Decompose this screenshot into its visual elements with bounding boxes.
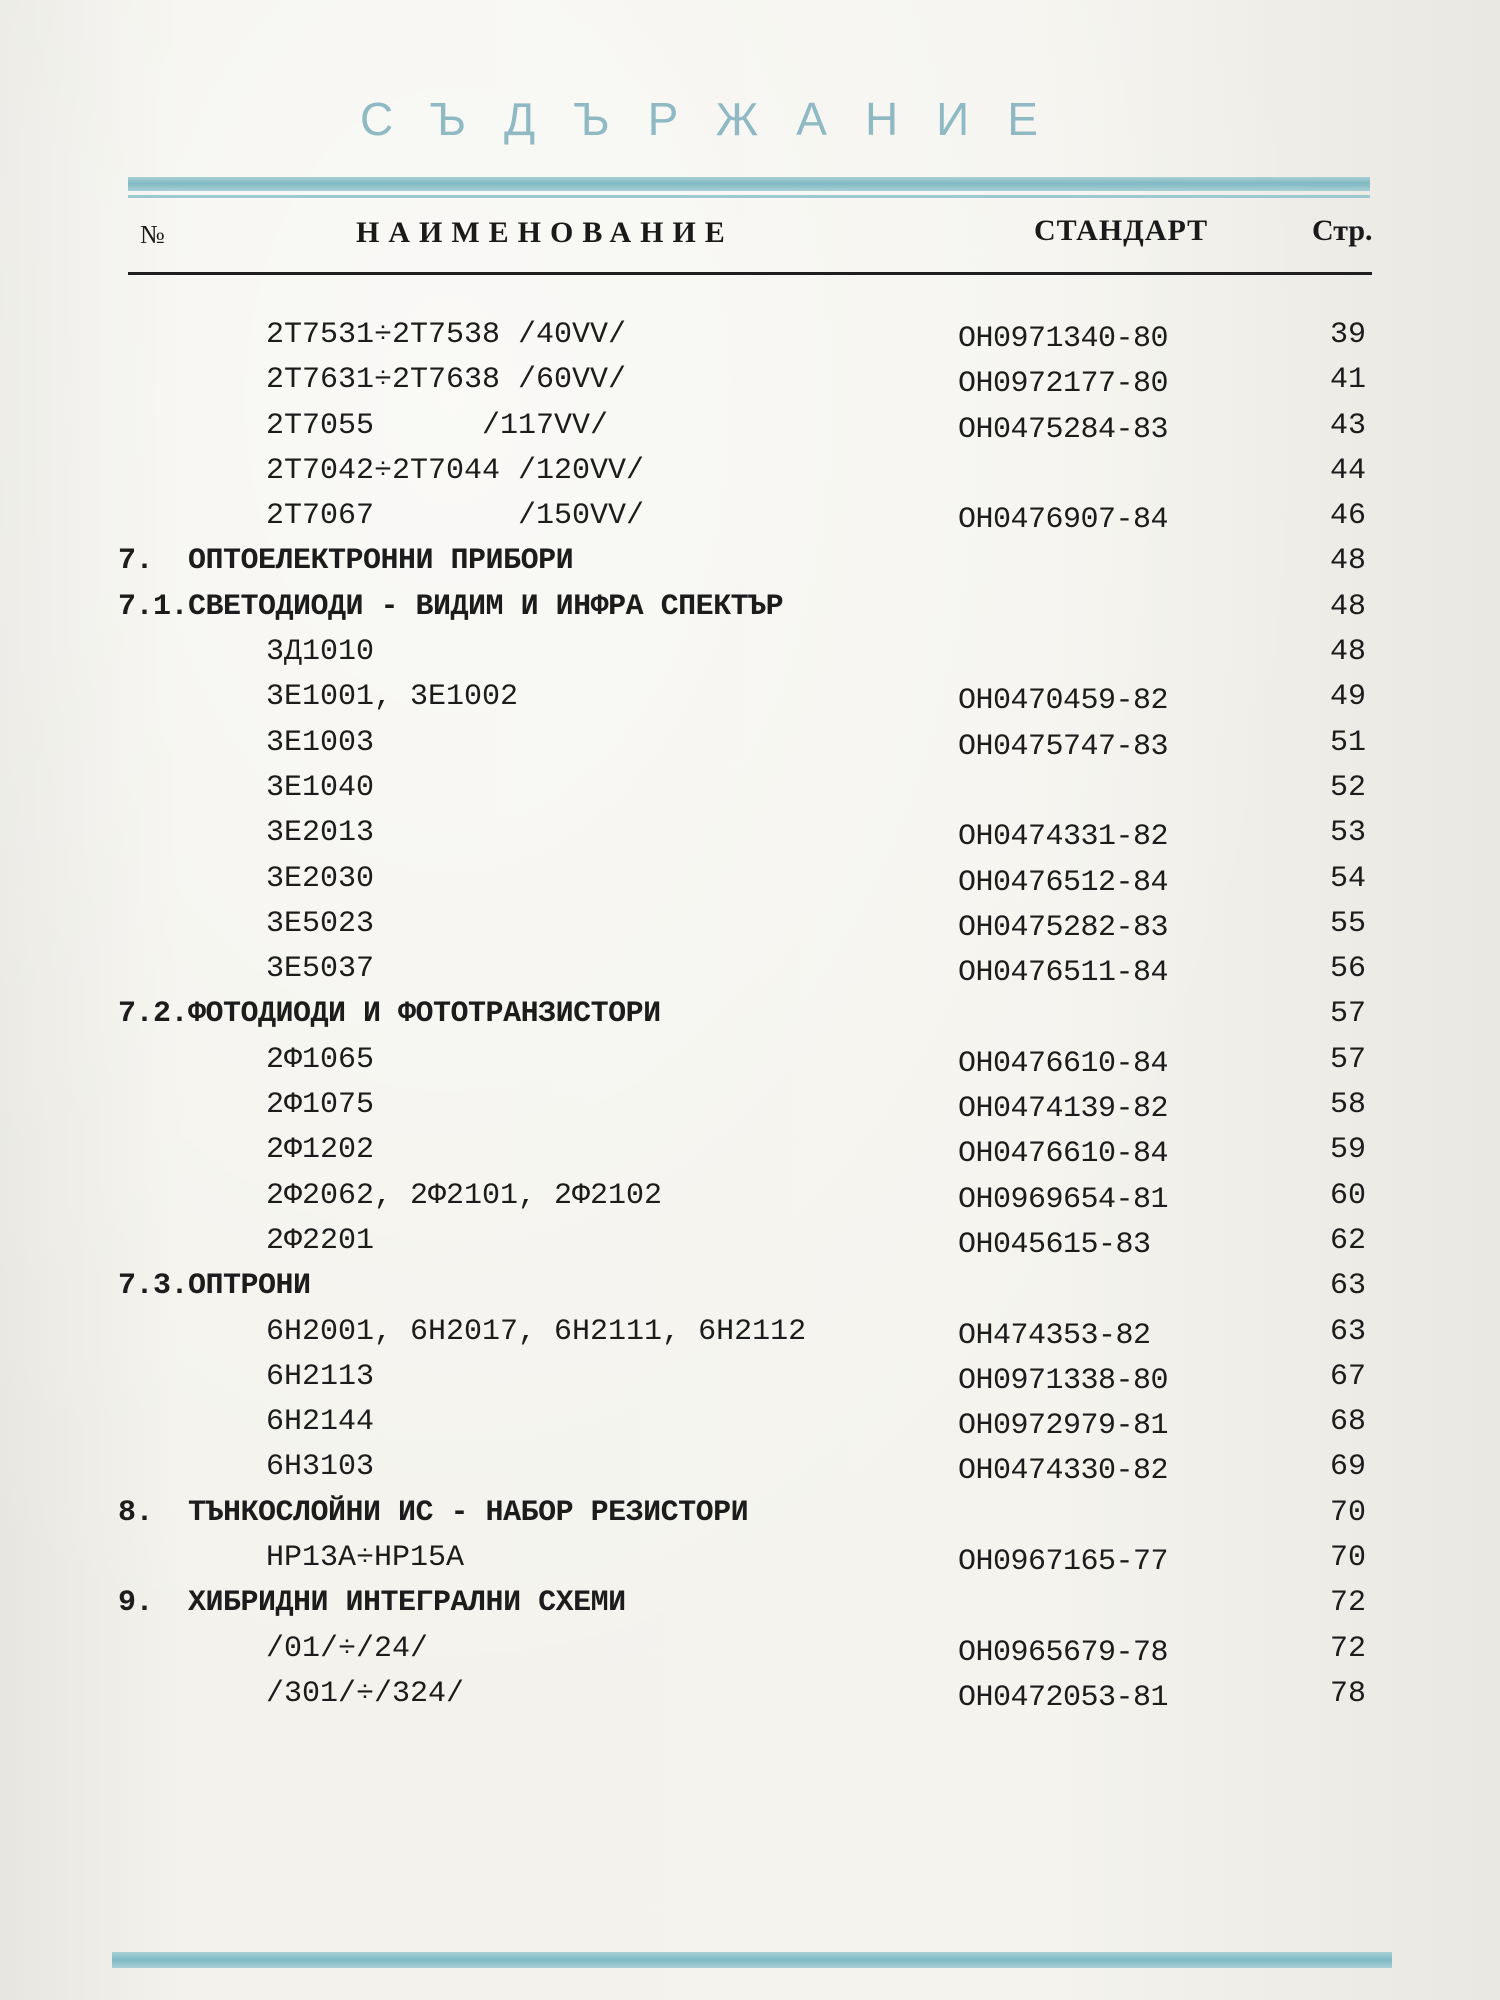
list-item [0, 1037, 1500, 1082]
entry-name: 3Е2013 [266, 816, 375, 851]
entry-page-number: 63 [1330, 1314, 1367, 1349]
entry-standard: ОН0472053-81 [958, 1680, 1169, 1715]
entry-page-number: 57 [1330, 1042, 1367, 1077]
entry-name: 2Т7531÷2Т7538 /40VV/ [266, 318, 627, 352]
entry-name: 6Н2144 [266, 1405, 375, 1440]
entry-page-number: 44 [1330, 453, 1367, 488]
entry-standard: ОН0476610-84 [958, 1137, 1169, 1172]
entry-name: 2Ф1075 [266, 1088, 375, 1123]
list-item [0, 1127, 1500, 1172]
section-row [0, 1580, 1500, 1625]
entry-standard: ОН0475282-83 [958, 910, 1169, 945]
section-row [0, 584, 1500, 629]
entry-page-number: 69 [1330, 1450, 1367, 1485]
section-row [0, 538, 1500, 583]
entry-standard: ОН0470459-82 [958, 684, 1169, 719]
entry-name: 3Е1040 [266, 770, 375, 805]
entry-page-number: 48 [1330, 635, 1367, 670]
entry-page-number: 63 [1330, 1269, 1367, 1304]
list-item [0, 1535, 1500, 1580]
entry-name: 2Ф2062, 2Ф2101, 2Ф2102 [266, 1178, 663, 1213]
table-header [128, 212, 1388, 262]
entry-name: 2Ф1202 [266, 1133, 375, 1168]
entry-standard: ОН0474139-82 [958, 1092, 1169, 1127]
entry-name: 6Н2001, 6Н2017, 6Н2111, 6Н2112 [266, 1314, 807, 1349]
entry-standard: ОН0476907-84 [958, 503, 1169, 538]
table-of-contents-list [0, 312, 1500, 1716]
entry-standard: ОН0972979-81 [958, 1409, 1169, 1444]
list-item [0, 357, 1500, 402]
entry-name: 2Т7067 /150VV/ [266, 499, 645, 534]
page-title: СЪДЪРЖАНИЕ [360, 93, 1076, 145]
entry-name: 7.3.ОПТРОНИ [118, 1269, 311, 1304]
entry-standard: ОН0971338-80 [958, 1363, 1169, 1398]
list-item [0, 765, 1500, 810]
entry-page-number: 48 [1330, 589, 1367, 624]
entry-page-number: 48 [1330, 544, 1367, 579]
entry-standard: ОН0476512-84 [958, 865, 1169, 900]
entry-name: 3Е2030 [266, 861, 375, 896]
entry-standard: ОН045615-83 [958, 1227, 1151, 1262]
entry-page-number: 51 [1330, 725, 1367, 760]
entry-page-number: 53 [1330, 816, 1367, 851]
entry-name: 2Ф1065 [266, 1042, 375, 1077]
section-row [0, 1263, 1500, 1308]
column-header-number: № [140, 220, 165, 249]
list-item [0, 901, 1500, 946]
list-item [0, 1218, 1500, 1263]
entry-name: 6Н3103 [266, 1450, 375, 1485]
entry-name: 7.2.ФОТОДИОДИ И ФОТОТРАНЗИСТОРИ [118, 997, 661, 1032]
entry-name: 9. ХИБРИДНИ ИНТЕГРАЛНИ СХЕМИ [118, 1586, 626, 1621]
list-item [0, 493, 1500, 538]
entry-page-number: 39 [1330, 318, 1367, 352]
entry-page-number: 78 [1330, 1676, 1367, 1711]
entry-standard: ОН0474330-82 [958, 1454, 1169, 1489]
entry-page-number: 60 [1330, 1178, 1367, 1213]
entry-page-number: 62 [1330, 1223, 1367, 1258]
entry-name: 2Т7631÷2Т7638 /60VV/ [266, 363, 627, 398]
entry-page-number: 67 [1330, 1359, 1367, 1394]
list-item [0, 1309, 1500, 1354]
list-item [0, 1626, 1500, 1671]
list-item [0, 946, 1500, 991]
entry-standard: ОН0474331-82 [958, 820, 1169, 855]
entry-name: /301/÷/324/ [266, 1676, 465, 1711]
list-item [0, 1671, 1500, 1716]
list-item [0, 629, 1500, 674]
list-item [0, 1444, 1500, 1489]
entry-standard: ОН474353-82 [958, 1318, 1151, 1353]
entry-name: /01/÷/24/ [266, 1631, 429, 1666]
column-header-name: НАИМЕНОВАНИЕ [356, 216, 734, 249]
list-item [0, 720, 1500, 765]
entry-name: 3Е5023 [266, 906, 375, 941]
entry-name: 2Ф2201 [266, 1223, 375, 1258]
entry-page-number: 55 [1330, 906, 1367, 941]
entry-standard: ОН0965679-78 [958, 1635, 1169, 1670]
entry-name: НР13А÷НР15А [266, 1541, 465, 1576]
entry-page-number: 72 [1330, 1586, 1367, 1621]
entry-page-number: 54 [1330, 861, 1367, 896]
bottom-decorative-rule [112, 1952, 1392, 1968]
list-item [0, 448, 1500, 493]
entry-name: 7. ОПТОЕЛЕКТРОННИ ПРИБОРИ [118, 544, 574, 579]
entry-name: 2Т7042÷2Т7044 /120VV/ [266, 453, 645, 488]
entry-page-number: 68 [1330, 1405, 1367, 1440]
list-item [0, 674, 1500, 719]
entry-standard: ОН0475747-83 [958, 729, 1169, 764]
column-header-page: Стр. [1312, 214, 1373, 247]
entry-standard: ОН0475284-83 [958, 412, 1169, 447]
entry-page-number: 59 [1330, 1133, 1367, 1168]
list-item [0, 1082, 1500, 1127]
section-row [0, 1490, 1500, 1535]
entry-page-number: 58 [1330, 1088, 1367, 1123]
entry-page-number: 43 [1330, 408, 1367, 443]
entry-page-number: 41 [1330, 363, 1367, 398]
entry-page-number: 70 [1330, 1541, 1367, 1576]
entry-page-number: 72 [1330, 1631, 1367, 1666]
entry-page-number: 46 [1330, 499, 1367, 534]
list-item [0, 1173, 1500, 1218]
entry-page-number: 49 [1330, 680, 1367, 715]
entry-page-number: 52 [1330, 770, 1367, 805]
entry-name: 6Н2113 [266, 1359, 375, 1394]
entry-standard: ОН0971340-80 [958, 322, 1169, 356]
entry-page-number: 70 [1330, 1495, 1367, 1530]
entry-standard: ОН0967165-77 [958, 1545, 1169, 1580]
entry-name: 8. ТЪНКОСЛОЙНИ ИС - НАБОР РЕЗИСТОРИ [118, 1495, 749, 1530]
entry-standard: ОН0969654-81 [958, 1182, 1169, 1217]
section-row [0, 991, 1500, 1036]
list-item [0, 403, 1500, 448]
entry-standard: ОН0476610-84 [958, 1046, 1169, 1081]
entry-page-number: 57 [1330, 997, 1367, 1032]
column-header-standard: СТАНДАРТ [1034, 214, 1209, 247]
entry-standard: ОН0972177-80 [958, 367, 1169, 402]
entry-name: 3Е5037 [266, 952, 375, 987]
entry-page-number: 56 [1330, 952, 1367, 987]
list-item [0, 1399, 1500, 1444]
list-item [0, 810, 1500, 855]
entry-name: 3Д1010 [266, 635, 375, 670]
entry-name: 3Е1001, 3Е1002 [266, 680, 519, 715]
top-decorative-rule [128, 177, 1370, 191]
list-item [0, 312, 1500, 357]
entry-name: 2Т7055 /117VV/ [266, 408, 609, 443]
entry-standard: ОН0476511-84 [958, 956, 1169, 991]
list-item [0, 856, 1500, 901]
header-divider [128, 272, 1372, 275]
entry-name: 3Е1003 [266, 725, 375, 760]
entry-name: 7.1.СВЕТОДИОДИ - ВИДИМ И ИНФРА СПЕКТЪР [118, 589, 784, 624]
list-item [0, 1354, 1500, 1399]
